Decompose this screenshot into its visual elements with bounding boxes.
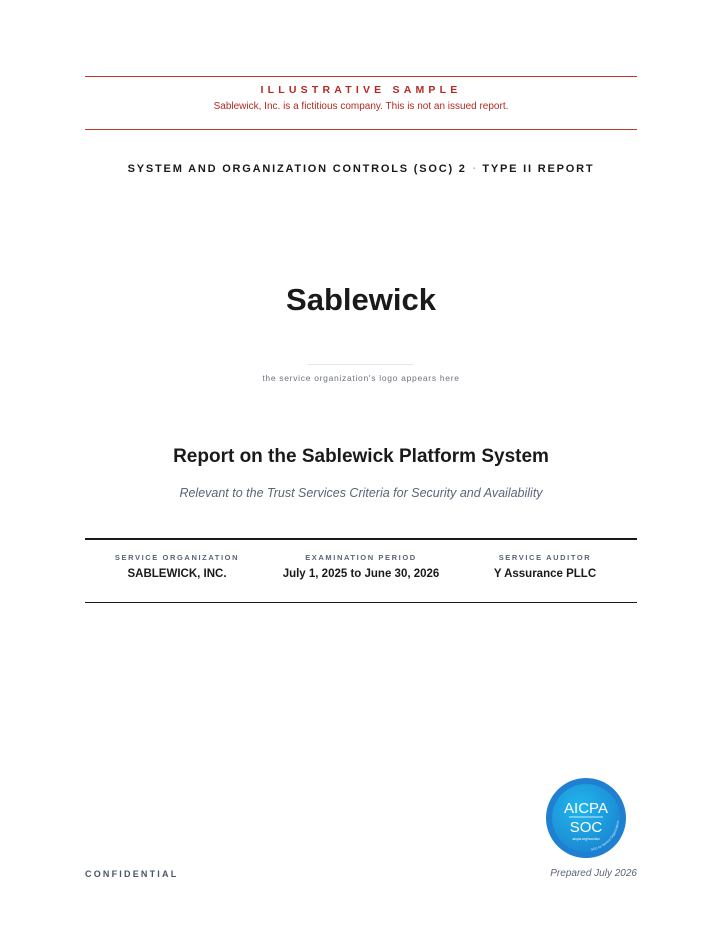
meta-value: SABLEWICK, INC.: [127, 568, 227, 580]
footer-confidential: CONFIDENTIAL: [85, 869, 179, 879]
badge-ring-textpath: SOC for Service Organizations: [590, 820, 620, 852]
meta-examination-period: [269, 540, 453, 580]
meta-label: SERVICE ORGANIZATION: [114, 553, 240, 562]
report-subtitle: Relevant to the Trust Services Criteria for Security and Availability: [179, 486, 543, 500]
report-type-left: SYSTEM AND ORGANIZATION CONTROLS (SOC) 2: [127, 163, 467, 175]
banner-disclaimer: Sablewick, Inc. is a fictitious company. This is not an issued report.: [213, 101, 509, 112]
meta-service-organization: [85, 540, 269, 580]
logo-divider: [308, 364, 414, 365]
aicpa-soc-badge-icon: [545, 777, 627, 859]
meta-value: Y Assurance PLLC: [493, 568, 597, 580]
report-type-right: TYPE II REPORT: [482, 163, 595, 175]
meta-label: EXAMINATION PERIOD: [305, 553, 417, 562]
report-title: Report on the Sablewick Platform System: [173, 446, 549, 467]
badge-line2: SOC: [569, 819, 603, 836]
logo-placeholder-note: the service organization's logo appears here: [262, 373, 460, 383]
meta-value: July 1, 2025 to June 30, 2026: [282, 568, 440, 580]
meta-service-auditor: [453, 540, 637, 580]
report-type-heading: [85, 163, 637, 175]
report-type-separator: ·: [472, 163, 477, 175]
meta-label: SERVICE AUDITOR: [498, 553, 592, 562]
banner-title: ILLUSTRATIVE SAMPLE: [260, 84, 462, 96]
footer-prepared-date: Prepared July 2026: [550, 868, 637, 879]
report-cover-page: [85, 0, 637, 935]
company-name: Sablewick: [286, 282, 436, 317]
report-meta-band: [85, 538, 637, 603]
illustrative-sample-banner: [85, 76, 637, 130]
badge-url: aicpa.org/soc4so: [572, 837, 600, 841]
badge-line1: AICPA: [564, 800, 608, 817]
